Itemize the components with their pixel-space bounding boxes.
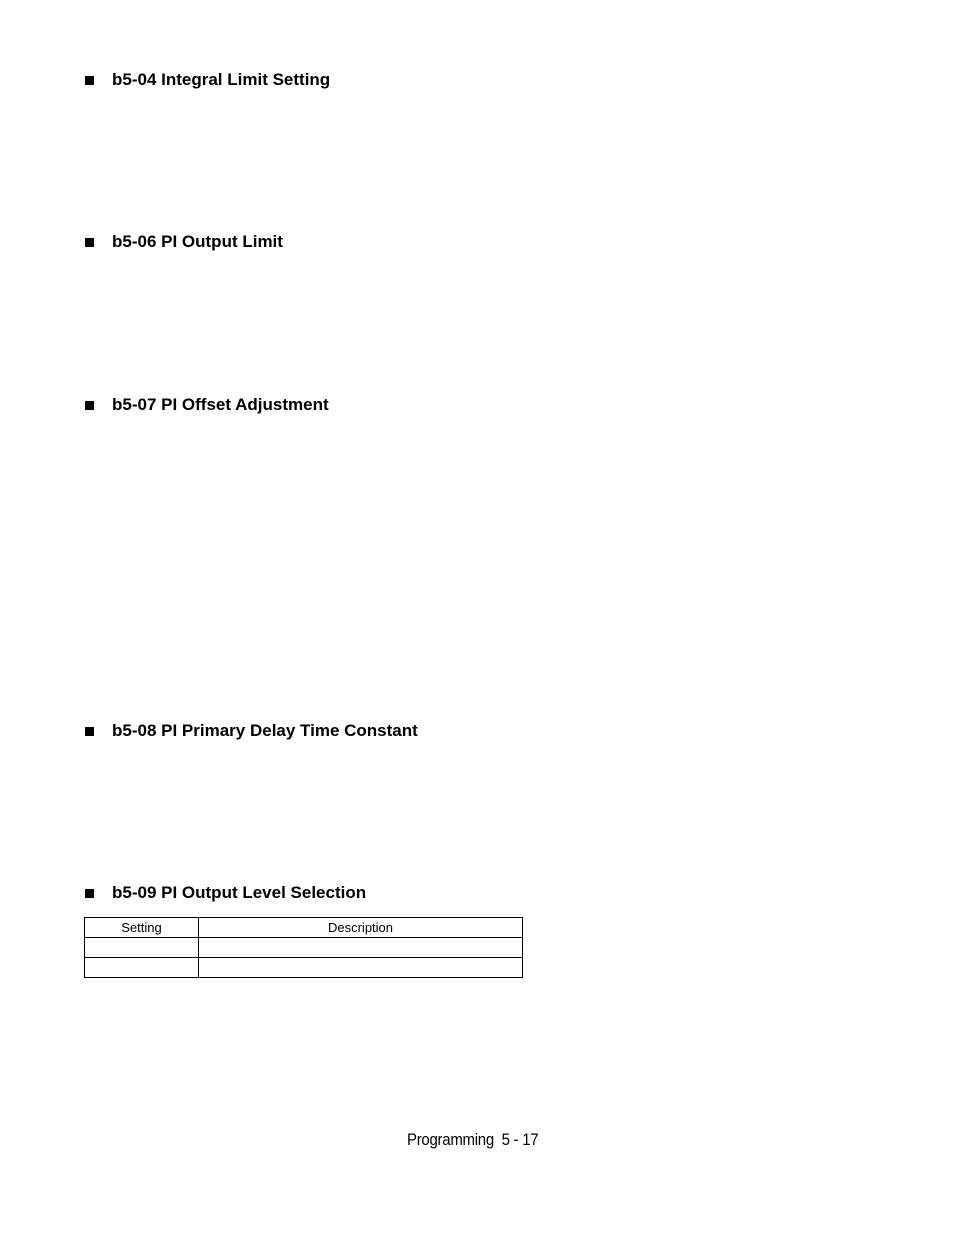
square-bullet-icon (85, 76, 94, 85)
description-cell (199, 958, 523, 978)
setting-cell (85, 938, 199, 958)
section-heading-b5-07 (85, 395, 329, 415)
section-title: b5-07 PI Offset Adjustment (112, 395, 329, 414)
table-row (85, 958, 523, 978)
description-column-header: Description (199, 918, 523, 938)
section-title: b5-09 PI Output Level Selection (112, 883, 367, 902)
table-header-row (85, 918, 523, 938)
settings-table (84, 917, 523, 978)
square-bullet-icon (85, 238, 94, 247)
square-bullet-icon (85, 727, 94, 736)
square-bullet-icon (85, 401, 94, 410)
setting-cell (85, 958, 199, 978)
section-heading-b5-06 (85, 232, 283, 252)
section-heading-b5-09 (85, 883, 366, 903)
table-row (85, 938, 523, 958)
section-title: b5-06 PI Output Limit (112, 232, 283, 251)
setting-column-header: Setting (85, 918, 199, 938)
description-cell (199, 938, 523, 958)
square-bullet-icon (85, 889, 94, 898)
section-heading-b5-08 (85, 721, 418, 741)
page-footer: Programming 5 - 17 (407, 1130, 539, 1149)
section-heading-b5-04 (85, 70, 330, 90)
section-title: b5-08 PI Primary Delay Time Constant (112, 721, 418, 740)
section-title: b5-04 Integral Limit Setting (112, 70, 331, 89)
